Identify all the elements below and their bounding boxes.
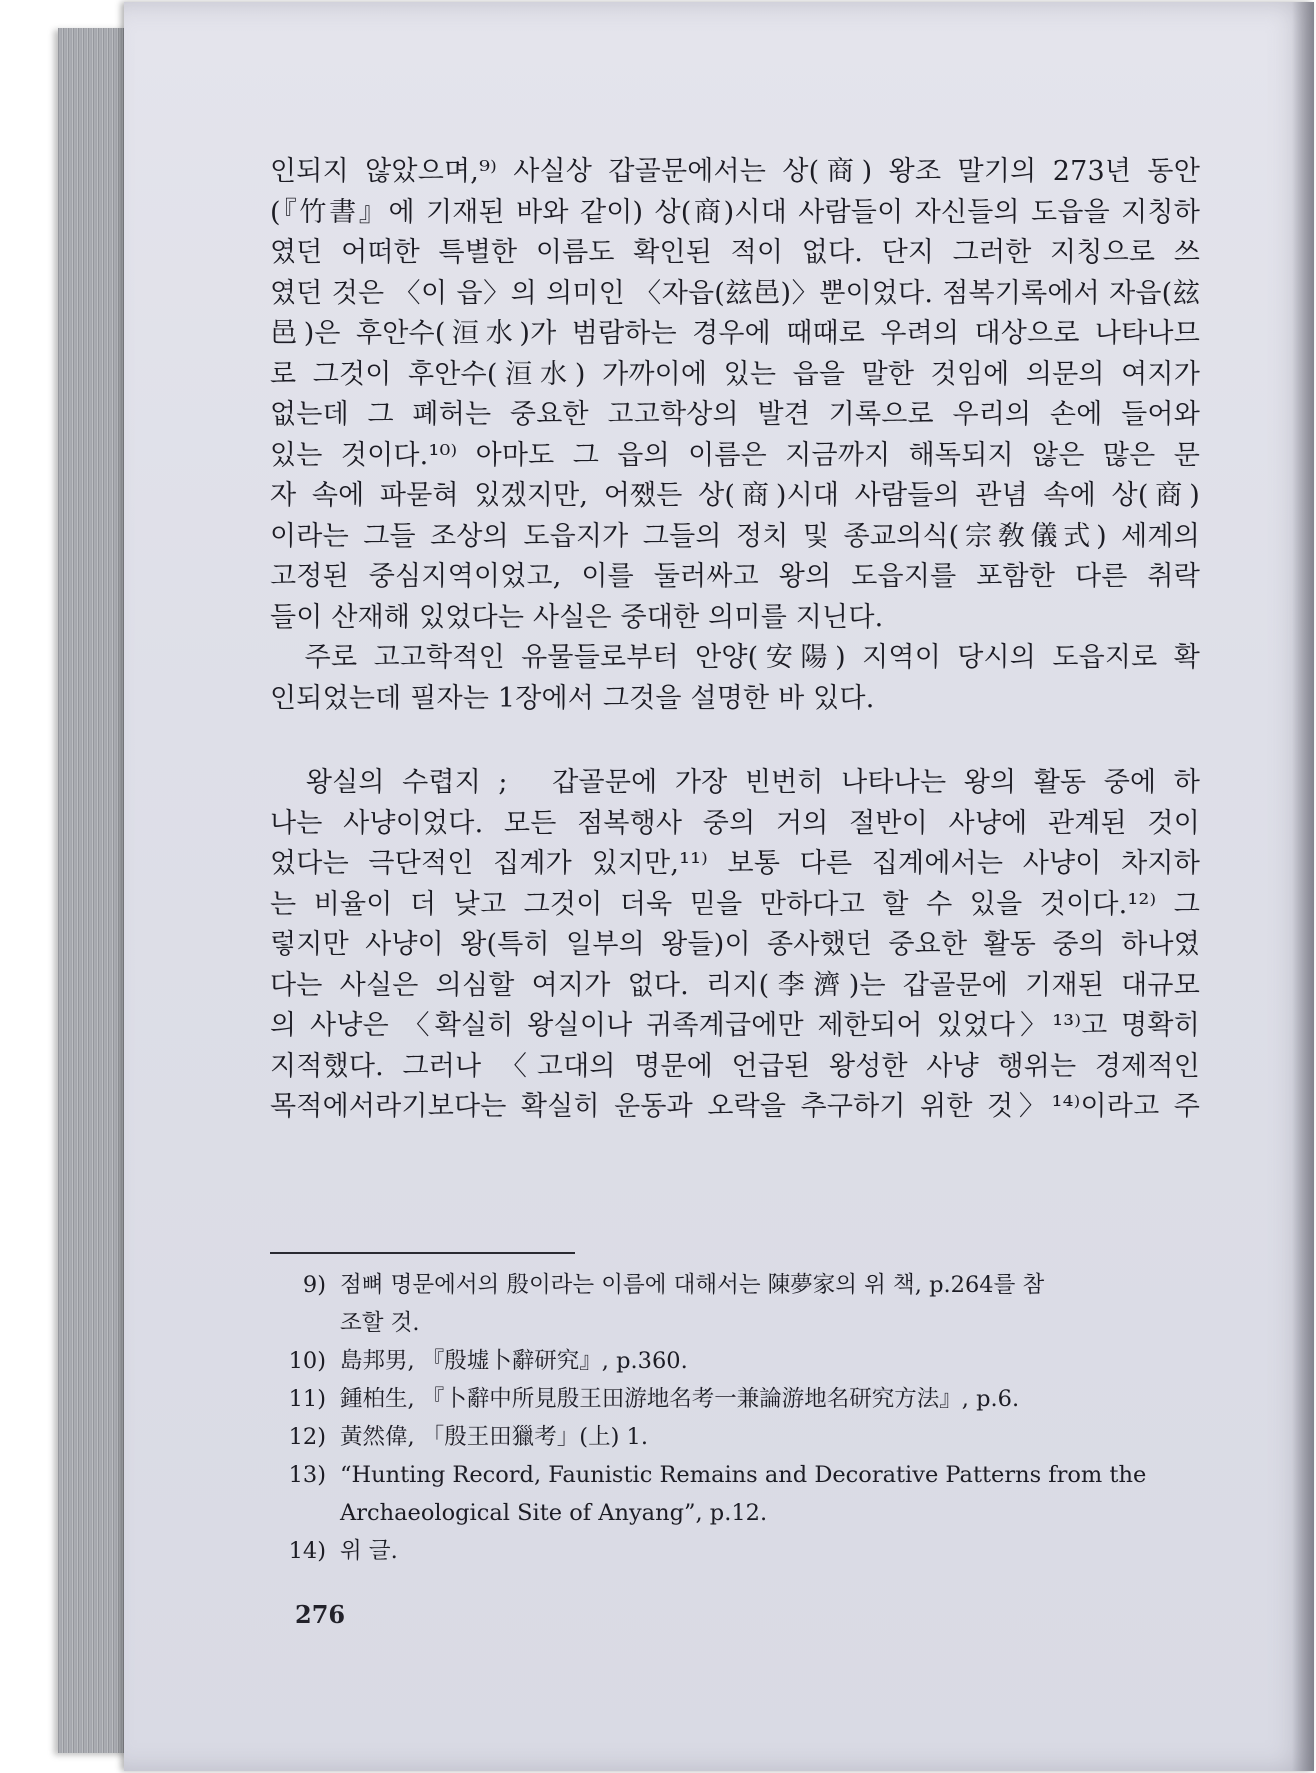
footnote-text <box>340 1380 1200 1418</box>
text-line: 있는 것이다.¹⁰⁾ 아마도 그 읍의 이름은 지금까지 해독되지 않은 많은 문 <box>270 439 1200 471</box>
footnote-line: “Hunting Record, Faunistic Remains and Decorative Patterns from the <box>340 1462 1147 1488</box>
footnote-text <box>340 1532 1200 1570</box>
footnote-line: 조할 것. <box>340 1310 420 1336</box>
text-line: 지적했다. 그러나 〈고대의 명문에 언급된 왕성한 사냥 행위는 경제적인 <box>270 1050 1200 1082</box>
footnote-line: 점뼈 명문에서의 殷이라는 이름에 대해서는 陳夢家의 위 책, p.264를 참 <box>340 1272 1045 1298</box>
text-line: 목적에서라기보다는 확실히 운동과 오락을 추구하기 위한 것〉¹⁴⁾이라고 주 <box>270 1091 1200 1122</box>
page-gutter-shadow <box>1292 2 1314 1771</box>
text-line: 다는 사실은 의심할 여지가 없다. 리지(李濟)는 갑골문에 기재된 대규모 <box>270 969 1200 1001</box>
text-line: 없는데 그 폐허는 중요한 고고학상의 발견 기록으로 우리의 손에 들어와 <box>270 399 1200 430</box>
section-gap <box>270 719 1200 763</box>
footnote-number: 13) <box>288 1462 326 1488</box>
text-line: 고정된 중심지역이었고, 이를 둘러싸고 왕의 도읍지를 포함한 다른 취락 <box>270 561 1200 592</box>
footnote-number: 12) <box>288 1424 326 1450</box>
footnote-number: 11) <box>288 1386 326 1412</box>
footnote-line: 島邦男, 『殷墟卜辭研究』, p.360. <box>340 1348 688 1374</box>
footnote <box>270 1266 1200 1342</box>
page-number: 276 <box>295 1600 346 1629</box>
footnote <box>270 1418 1200 1456</box>
footnote-divider <box>270 1252 575 1254</box>
footnote-text <box>340 1342 1200 1380</box>
text-line: 이라는 그들 조상의 도읍지가 그들의 정치 및 종교의식(宗敎儀式) 세계의 <box>270 520 1200 552</box>
text-line: 였던 것은 〈이 읍〉의 의미인 〈자읍(玆邑)〉뿐이었다. 점복기록에서 자읍(玆 <box>270 277 1200 309</box>
text-line: 왕실의 수렵지 ; 갑골문에 가장 빈번히 나타나는 왕의 활동 중에 하 <box>270 767 1200 798</box>
text-line: 였던 어떠한 특별한 이름도 확인된 적이 없다. 단지 그러한 지칭으로 쓰 <box>270 237 1200 268</box>
footnote-line: Archaeological Site of Anyang”, p.12. <box>340 1500 768 1526</box>
text-line: 인되었는데 필자는 1장에서 그것을 설명한 바 있다. <box>270 682 875 714</box>
footnote-line: 鍾柏生, 『卜辭中所見殷王田游地名考一兼論游地名研究方法』, p.6. <box>340 1386 1020 1412</box>
text-line: 자 속에 파묻혀 있겠지만, 어쨌든 상(商)시대 사람들의 관념 속에 상(商) <box>270 480 1200 511</box>
text-line: 주로 고고학적인 유물들로부터 안양(安陽) 지역이 당시의 도읍지로 확 <box>270 642 1200 673</box>
footnote-number: 9) <box>302 1272 326 1298</box>
footnote <box>270 1342 1200 1380</box>
text-line: 로 그것이 후안수(洹水) 가까이에 있는 읍을 말한 것임에 의문의 여지가 <box>270 358 1200 390</box>
footnote-text <box>340 1266 1200 1342</box>
text-line: 邑)은 후안수(洹水)가 범람하는 경우에 때때로 우려의 대상으로 나타나므 <box>270 318 1200 349</box>
footnote <box>270 1532 1200 1570</box>
footnote-text <box>340 1418 1200 1456</box>
footnote-line: 위 글. <box>340 1538 398 1564</box>
footnote <box>270 1456 1200 1532</box>
text-line: 렇지만 사냥이 왕(특히 일부의 왕들)이 종사했던 중요한 활동 중의 하나였 <box>270 929 1200 960</box>
book-page-edges <box>58 28 130 1753</box>
text-line: 었다는 극단적인 집계가 있지만,¹¹⁾ 보통 다른 집계에서는 사냥이 차지하 <box>270 848 1200 879</box>
footnote-number: 10) <box>288 1348 326 1374</box>
text-line: 들이 산재해 있었다는 사실은 중대한 의미를 지닌다. <box>270 601 884 633</box>
text-line: 나는 사냥이었다. 모든 점복행사 중의 거의 절반이 사냥에 관계된 것이 <box>270 807 1200 839</box>
text-line: 인되지 않았으며,⁹⁾ 사실상 갑골문에서는 상(商) 왕조 말기의 273년 동안 <box>270 156 1200 187</box>
text-line: 의 사냥은 〈확실히 왕실이나 귀족계급에만 제한되어 있었다〉¹³⁾고 명확히 <box>270 1010 1200 1041</box>
main-text <box>270 152 1200 1128</box>
footnote-text <box>340 1456 1200 1532</box>
footnote <box>270 1380 1200 1418</box>
text-line: 는 비율이 더 낮고 그것이 더욱 믿을 만하다고 할 수 있을 것이다.¹²⁾ 그 <box>270 888 1200 920</box>
footnote-number: 14) <box>288 1538 326 1564</box>
footnote-line: 黃然偉, 「殷王田獵考」(上) 1. <box>340 1424 648 1450</box>
footnotes <box>270 1252 1200 1570</box>
text-line: (『竹書』에 기재된 바와 같이) 상(商)시대 사람들이 자신들의 도읍을 지칭하 <box>270 196 1200 228</box>
